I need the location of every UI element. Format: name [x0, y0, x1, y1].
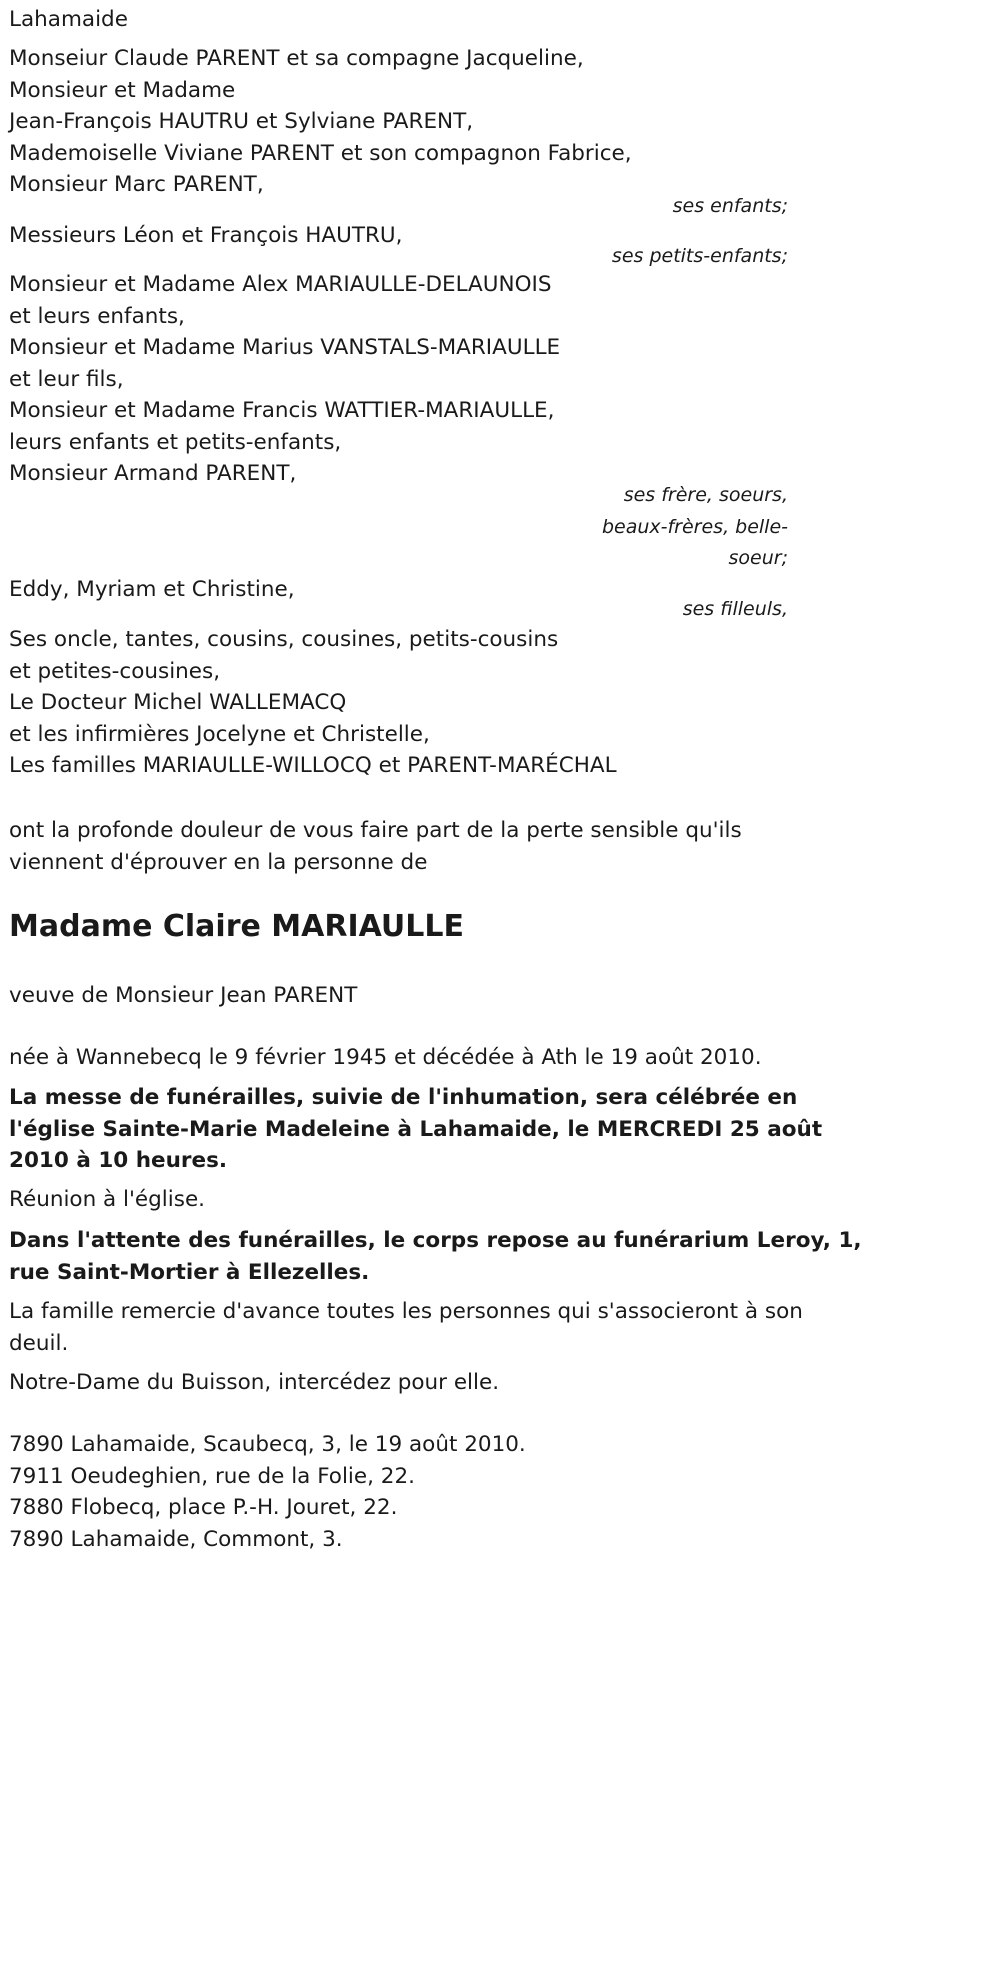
meeting-text: Réunion à l'église.: [9, 1187, 206, 1212]
born-died: [9, 1042, 789, 1074]
others-line: Les familles MARIAULLE-WILLOCQ et PARENT-MARÉCHAL: [9, 753, 617, 778]
rest-line: rue Saint-Mortier à Ellezelles.: [9, 1259, 370, 1285]
siblings-block: [9, 269, 789, 490]
addresses: [9, 1429, 789, 1555]
siblings-line: Monsieur et Madame Alex MARIAULLE-DELAUNOIS: [9, 272, 552, 297]
address-line: 7890 Lahamaide, Commont, 3.: [9, 1526, 343, 1552]
grandchildren-role: ses petits-enfants;: [611, 245, 788, 267]
widow-of-text: veuve de Monsieur Jean PARENT: [9, 983, 358, 1008]
godchildren-block: [9, 574, 789, 606]
address-line: 7880 Flobecq, place P.-H. Jouret, 22.: [9, 1495, 398, 1520]
siblings-line: Monsieur et Madame Marius VANSTALS-MARIAULLE: [9, 335, 561, 360]
prayer: [9, 1367, 789, 1399]
address-line: 7911 Oeudeghien, rue de la Folie, 22.: [9, 1463, 415, 1489]
rest-line: Dans l'attente des funérailles, le corps repose au funérarium Leroy, 1,: [9, 1228, 862, 1253]
others-line: et les infirmières Jocelyne et Christelle,: [9, 721, 430, 747]
children-line: Jean-François HAUTRU et Sylviane PARENT,: [9, 109, 474, 134]
siblings-line: et leurs enfants,: [9, 303, 185, 329]
siblings-line: Monsieur et Madame Francis WATTIER-MARIAULLE,: [9, 398, 555, 423]
funeral-mass-line: l'église Sainte-Marie Madeleine à Lahamaide, le MERCREDI 25 août: [9, 1116, 823, 1142]
born-died-text: née à Wannebecq le 9 février 1945 et décédée à Ath le 19 août 2010.: [9, 1045, 762, 1070]
others-block: [9, 624, 789, 782]
others-line: Le Docteur Michel WALLEMACQ: [9, 690, 347, 715]
funeral-mass-line: La messe de funérailles, suivie de l'inhumation, sera célébrée en: [9, 1085, 798, 1110]
meeting: [9, 1184, 789, 1216]
prayer-text: Notre-Dame du Buisson, intercédez pour elle.: [9, 1370, 500, 1395]
announcement: [9, 815, 789, 878]
thanks-line: deuil.: [9, 1330, 69, 1356]
children-line: Mademoiselle Viviane PARENT et son compagnon Fabrice,: [9, 140, 632, 166]
address-line: 7890 Lahamaide, Scaubecq, 3, le 19 août 2010.: [9, 1432, 526, 1457]
deceased-name: Madame Claire MARIAULLE: [9, 909, 464, 944]
godchildren-role: ses filleuls,: [682, 598, 788, 620]
thanks: [9, 1296, 803, 1359]
funeral-mass-line: 2010 à 10 heures.: [9, 1148, 228, 1173]
siblings-line: Monsieur Armand PARENT,: [9, 461, 297, 486]
announcement-line: viennent d'éprouver en la personne de: [9, 849, 428, 875]
funeral-mass: [9, 1082, 823, 1177]
children-role: ses enfants;: [672, 195, 788, 217]
siblings-role: [602, 480, 788, 575]
thanks-line: La famille remercie d'avance toutes les personnes qui s'associeront à son: [9, 1299, 803, 1324]
rest-place: [9, 1225, 862, 1288]
grandchildren-line: Messieurs Léon et François HAUTRU,: [9, 223, 403, 248]
siblings-role-line: soeur;: [728, 547, 788, 569]
children-line: Monsieur Marc PARENT,: [9, 172, 264, 197]
others-line: et petites-cousines,: [9, 658, 221, 684]
siblings-role-line: ses frère, soeurs,: [623, 484, 788, 506]
location-heading: [9, 4, 789, 36]
children-block: [9, 43, 789, 201]
location-text: Lahamaide: [9, 7, 128, 32]
children-line: Monsieur et Madame: [9, 77, 236, 103]
siblings-role-line: beaux-frères, belle-: [601, 515, 788, 538]
godchildren-line: Eddy, Myriam et Christine,: [9, 577, 295, 602]
announcement-line: ont la profonde douleur de vous faire part de la perte sensible qu'ils: [9, 818, 742, 843]
siblings-line: et leur fils,: [9, 366, 124, 392]
siblings-line: leurs enfants et petits-enfants,: [9, 429, 342, 455]
children-line: Monseiur Claude PARENT et sa compagne Jacqueline,: [9, 46, 584, 71]
widow-of: [9, 980, 789, 1012]
others-line: Ses oncle, tantes, cousins, cousines, petits-cousins: [9, 627, 559, 652]
